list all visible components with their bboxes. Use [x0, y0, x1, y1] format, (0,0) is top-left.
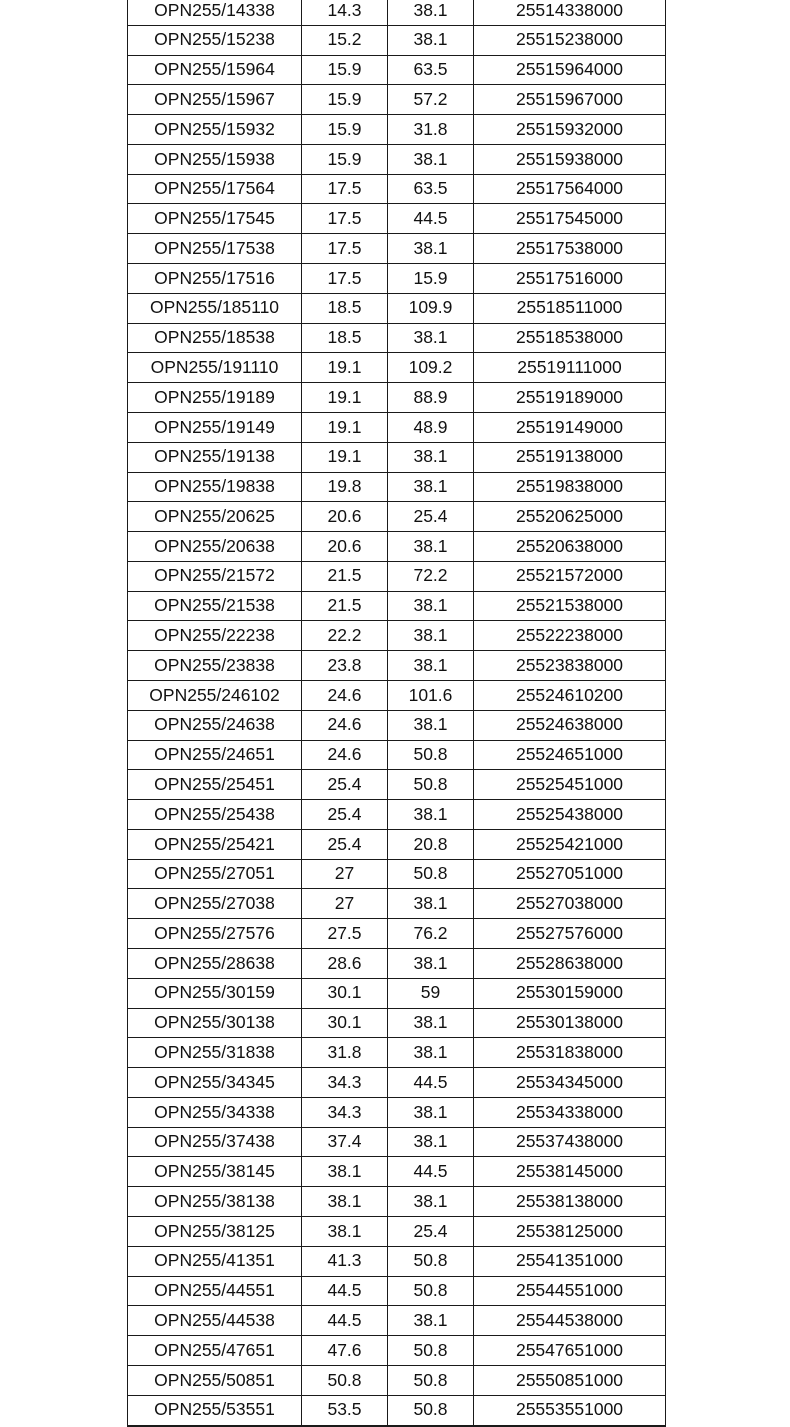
size-a-cell: 18.5 [302, 293, 388, 323]
table-row [128, 204, 666, 234]
part-number-cell: OPN255/191110 [128, 353, 302, 383]
article-code-cell: 25517564000 [474, 174, 666, 204]
table-row [128, 978, 666, 1008]
article-code-cell: 25538138000 [474, 1187, 666, 1217]
article-code-cell: 25528638000 [474, 949, 666, 979]
size-b-cell: 15.9 [388, 264, 474, 294]
table-row [128, 25, 666, 55]
table-row [128, 174, 666, 204]
table-row [128, 1395, 666, 1425]
size-b-cell: 76.2 [388, 919, 474, 949]
size-a-cell: 25.4 [302, 829, 388, 859]
article-code-cell: 25515964000 [474, 55, 666, 85]
article-code-cell: 25524638000 [474, 710, 666, 740]
article-code-cell: 25531838000 [474, 1038, 666, 1068]
size-a-cell: 18.5 [302, 323, 388, 353]
size-a-cell: 25.4 [302, 770, 388, 800]
part-number-cell: OPN255/19138 [128, 442, 302, 472]
article-code-cell: 25519138000 [474, 442, 666, 472]
size-b-cell: 38.1 [388, 889, 474, 919]
article-code-cell: 25518511000 [474, 293, 666, 323]
part-number-cell: OPN255/25421 [128, 829, 302, 859]
article-code-cell: 25515938000 [474, 144, 666, 174]
table-row [128, 621, 666, 651]
article-code-cell: 25530138000 [474, 1008, 666, 1038]
table-row [128, 949, 666, 979]
table-row [128, 800, 666, 830]
part-number-cell: OPN255/19838 [128, 472, 302, 502]
size-a-cell: 27.5 [302, 919, 388, 949]
size-b-cell: 50.8 [388, 1246, 474, 1276]
article-code-cell: 25517545000 [474, 204, 666, 234]
size-b-cell: 38.1 [388, 1038, 474, 1068]
table-row [128, 323, 666, 353]
size-a-cell: 50.8 [302, 1365, 388, 1395]
table-row [128, 353, 666, 383]
size-b-cell: 50.8 [388, 770, 474, 800]
part-number-cell: OPN255/15967 [128, 85, 302, 115]
part-number-cell: OPN255/19189 [128, 383, 302, 413]
article-code-cell: 25527051000 [474, 859, 666, 889]
part-number-cell: OPN255/27038 [128, 889, 302, 919]
size-a-cell: 24.6 [302, 740, 388, 770]
table-row [128, 859, 666, 889]
size-b-cell: 38.1 [388, 25, 474, 55]
size-b-cell: 50.8 [388, 740, 474, 770]
size-b-cell: 50.8 [388, 1365, 474, 1395]
article-code-cell: 25522238000 [474, 621, 666, 651]
table-row [128, 561, 666, 591]
table-row [128, 144, 666, 174]
part-number-cell: OPN255/38138 [128, 1187, 302, 1217]
table-row [128, 1008, 666, 1038]
size-b-cell: 101.6 [388, 680, 474, 710]
table-row [128, 1246, 666, 1276]
part-number-cell: OPN255/23838 [128, 651, 302, 681]
size-a-cell: 31.8 [302, 1038, 388, 1068]
part-number-cell: OPN255/20625 [128, 502, 302, 532]
article-code-cell: 25544551000 [474, 1276, 666, 1306]
table-row [128, 383, 666, 413]
part-number-cell: OPN255/15932 [128, 115, 302, 145]
size-a-cell: 19.8 [302, 472, 388, 502]
part-number-cell: OPN255/17516 [128, 264, 302, 294]
table-row [128, 1276, 666, 1306]
size-a-cell: 15.9 [302, 115, 388, 145]
article-code-cell: 25525421000 [474, 829, 666, 859]
size-a-cell: 38.1 [302, 1187, 388, 1217]
size-b-cell: 38.1 [388, 472, 474, 502]
size-b-cell: 50.8 [388, 1336, 474, 1366]
size-a-cell: 30.1 [302, 1008, 388, 1038]
size-a-cell: 19.1 [302, 383, 388, 413]
table-row [128, 1038, 666, 1068]
part-number-cell: OPN255/15964 [128, 55, 302, 85]
size-b-cell: 44.5 [388, 1157, 474, 1187]
size-b-cell: 57.2 [388, 85, 474, 115]
size-a-cell: 44.5 [302, 1306, 388, 1336]
table-row [128, 0, 666, 25]
article-code-cell: 25537438000 [474, 1127, 666, 1157]
part-number-cell: OPN255/53551 [128, 1395, 302, 1425]
part-number-cell: OPN255/22238 [128, 621, 302, 651]
size-a-cell: 15.9 [302, 85, 388, 115]
part-number-cell: OPN255/30159 [128, 978, 302, 1008]
part-number-cell: OPN255/246102 [128, 680, 302, 710]
size-b-cell: 38.1 [388, 234, 474, 264]
table-row [128, 1187, 666, 1217]
product-table-body [128, 0, 666, 1426]
part-number-cell: OPN255/25451 [128, 770, 302, 800]
part-number-cell: OPN255/38125 [128, 1217, 302, 1247]
table-row [128, 1157, 666, 1187]
size-b-cell: 38.1 [388, 591, 474, 621]
article-code-cell: 25518538000 [474, 323, 666, 353]
part-number-cell: OPN255/21538 [128, 591, 302, 621]
part-number-cell: OPN255/24638 [128, 710, 302, 740]
size-b-cell: 25.4 [388, 1217, 474, 1247]
table-row [128, 293, 666, 323]
article-code-cell: 25524651000 [474, 740, 666, 770]
size-a-cell: 17.5 [302, 174, 388, 204]
article-code-cell: 25524610200 [474, 680, 666, 710]
size-b-cell: 63.5 [388, 174, 474, 204]
article-code-cell: 25530159000 [474, 978, 666, 1008]
size-b-cell: 38.1 [388, 800, 474, 830]
article-code-cell: 25517538000 [474, 234, 666, 264]
article-code-cell: 25525451000 [474, 770, 666, 800]
article-code-cell: 25547651000 [474, 1336, 666, 1366]
size-a-cell: 15.9 [302, 55, 388, 85]
size-a-cell: 28.6 [302, 949, 388, 979]
article-code-cell: 25534338000 [474, 1097, 666, 1127]
article-code-cell: 25523838000 [474, 651, 666, 681]
size-a-cell: 34.3 [302, 1097, 388, 1127]
size-a-cell: 53.5 [302, 1395, 388, 1425]
table-row [128, 1306, 666, 1336]
part-number-cell: OPN255/20638 [128, 532, 302, 562]
size-a-cell: 23.8 [302, 651, 388, 681]
size-a-cell: 15.2 [302, 25, 388, 55]
size-a-cell: 24.6 [302, 680, 388, 710]
part-number-cell: OPN255/17538 [128, 234, 302, 264]
size-a-cell: 20.6 [302, 502, 388, 532]
size-b-cell: 50.8 [388, 859, 474, 889]
size-a-cell: 44.5 [302, 1276, 388, 1306]
size-b-cell: 50.8 [388, 1395, 474, 1425]
size-b-cell: 38.1 [388, 144, 474, 174]
article-code-cell: 25519189000 [474, 383, 666, 413]
part-number-cell: OPN255/17545 [128, 204, 302, 234]
part-number-cell: OPN255/44551 [128, 1276, 302, 1306]
part-number-cell: OPN255/30138 [128, 1008, 302, 1038]
article-code-cell: 25538125000 [474, 1217, 666, 1247]
part-number-cell: OPN255/41351 [128, 1246, 302, 1276]
part-number-cell: OPN255/19149 [128, 412, 302, 442]
part-number-cell: OPN255/18538 [128, 323, 302, 353]
table-row [128, 919, 666, 949]
size-b-cell: 38.1 [388, 621, 474, 651]
size-a-cell: 27 [302, 889, 388, 919]
table-row [128, 1097, 666, 1127]
part-number-cell: OPN255/14338 [128, 0, 302, 25]
table-row [128, 85, 666, 115]
article-code-cell: 25534345000 [474, 1068, 666, 1098]
size-b-cell: 38.1 [388, 651, 474, 681]
article-code-cell: 25517516000 [474, 264, 666, 294]
size-b-cell: 63.5 [388, 55, 474, 85]
size-a-cell: 19.1 [302, 442, 388, 472]
part-number-cell: OPN255/31838 [128, 1038, 302, 1068]
article-code-cell: 25515967000 [474, 85, 666, 115]
size-a-cell: 47.6 [302, 1336, 388, 1366]
part-number-cell: OPN255/28638 [128, 949, 302, 979]
part-number-cell: OPN255/44538 [128, 1306, 302, 1336]
table-row [128, 412, 666, 442]
table-row [128, 770, 666, 800]
table-row [128, 442, 666, 472]
table-row [128, 591, 666, 621]
size-a-cell: 41.3 [302, 1246, 388, 1276]
part-number-cell: OPN255/25438 [128, 800, 302, 830]
size-a-cell: 37.4 [302, 1127, 388, 1157]
size-b-cell: 44.5 [388, 204, 474, 234]
article-code-cell: 25519149000 [474, 412, 666, 442]
article-code-cell: 25541351000 [474, 1246, 666, 1276]
article-code-cell: 25515932000 [474, 115, 666, 145]
product-table [127, 0, 666, 1427]
table-row [128, 829, 666, 859]
article-code-cell: 25521572000 [474, 561, 666, 591]
size-a-cell: 24.6 [302, 710, 388, 740]
size-a-cell: 21.5 [302, 561, 388, 591]
size-b-cell: 38.1 [388, 1097, 474, 1127]
article-code-cell: 25544538000 [474, 1306, 666, 1336]
size-b-cell: 38.1 [388, 1008, 474, 1038]
part-number-cell: OPN255/21572 [128, 561, 302, 591]
size-b-cell: 88.9 [388, 383, 474, 413]
size-a-cell: 21.5 [302, 591, 388, 621]
part-number-cell: OPN255/15238 [128, 25, 302, 55]
size-b-cell: 50.8 [388, 1276, 474, 1306]
article-code-cell: 25527576000 [474, 919, 666, 949]
size-a-cell: 30.1 [302, 978, 388, 1008]
article-code-cell: 25521538000 [474, 591, 666, 621]
table-row [128, 651, 666, 681]
table-row [128, 740, 666, 770]
size-b-cell: 38.1 [388, 949, 474, 979]
part-number-cell: OPN255/185110 [128, 293, 302, 323]
article-code-cell: 25519111000 [474, 353, 666, 383]
part-number-cell: OPN255/27051 [128, 859, 302, 889]
part-number-cell: OPN255/47651 [128, 1336, 302, 1366]
table-row [128, 1365, 666, 1395]
size-b-cell: 38.1 [388, 710, 474, 740]
size-a-cell: 19.1 [302, 412, 388, 442]
article-code-cell: 25519838000 [474, 472, 666, 502]
size-b-cell: 38.1 [388, 442, 474, 472]
part-number-cell: OPN255/27576 [128, 919, 302, 949]
table-row [128, 1336, 666, 1366]
article-code-cell: 25525438000 [474, 800, 666, 830]
article-code-cell: 25527038000 [474, 889, 666, 919]
article-code-cell: 25553551000 [474, 1395, 666, 1425]
article-code-cell: 25514338000 [474, 0, 666, 25]
article-code-cell: 25550851000 [474, 1365, 666, 1395]
size-b-cell: 20.8 [388, 829, 474, 859]
table-row [128, 55, 666, 85]
size-b-cell: 38.1 [388, 1187, 474, 1217]
size-a-cell: 38.1 [302, 1217, 388, 1247]
article-code-cell: 25520625000 [474, 502, 666, 532]
size-b-cell: 31.8 [388, 115, 474, 145]
table-row [128, 710, 666, 740]
size-b-cell: 25.4 [388, 502, 474, 532]
size-a-cell: 19.1 [302, 353, 388, 383]
size-a-cell: 34.3 [302, 1068, 388, 1098]
size-b-cell: 38.1 [388, 0, 474, 25]
size-a-cell: 17.5 [302, 234, 388, 264]
size-b-cell: 109.9 [388, 293, 474, 323]
part-number-cell: OPN255/38145 [128, 1157, 302, 1187]
part-number-cell: OPN255/15938 [128, 144, 302, 174]
part-number-cell: OPN255/37438 [128, 1127, 302, 1157]
size-b-cell: 44.5 [388, 1068, 474, 1098]
table-row [128, 889, 666, 919]
size-b-cell: 59 [388, 978, 474, 1008]
size-a-cell: 17.5 [302, 264, 388, 294]
table-row [128, 532, 666, 562]
table-row [128, 234, 666, 264]
size-b-cell: 38.1 [388, 323, 474, 353]
size-b-cell: 38.1 [388, 532, 474, 562]
size-b-cell: 38.1 [388, 1127, 474, 1157]
table-row [128, 472, 666, 502]
table-row [128, 502, 666, 532]
size-a-cell: 25.4 [302, 800, 388, 830]
table-row [128, 1068, 666, 1098]
part-number-cell: OPN255/34345 [128, 1068, 302, 1098]
size-a-cell: 20.6 [302, 532, 388, 562]
size-a-cell: 15.9 [302, 144, 388, 174]
part-number-cell: OPN255/50851 [128, 1365, 302, 1395]
size-a-cell: 27 [302, 859, 388, 889]
article-code-cell: 25538145000 [474, 1157, 666, 1187]
table-row [128, 264, 666, 294]
size-b-cell: 72.2 [388, 561, 474, 591]
size-a-cell: 22.2 [302, 621, 388, 651]
table-row [128, 680, 666, 710]
size-b-cell: 38.1 [388, 1306, 474, 1336]
size-a-cell: 17.5 [302, 204, 388, 234]
part-number-cell: OPN255/24651 [128, 740, 302, 770]
size-b-cell: 48.9 [388, 412, 474, 442]
article-code-cell: 25520638000 [474, 532, 666, 562]
table-row [128, 1217, 666, 1247]
part-number-cell: OPN255/17564 [128, 174, 302, 204]
table-row [128, 115, 666, 145]
part-number-cell: OPN255/34338 [128, 1097, 302, 1127]
size-b-cell: 109.2 [388, 353, 474, 383]
size-a-cell: 14.3 [302, 0, 388, 25]
table-row [128, 1127, 666, 1157]
article-code-cell: 25515238000 [474, 25, 666, 55]
size-a-cell: 38.1 [302, 1157, 388, 1187]
